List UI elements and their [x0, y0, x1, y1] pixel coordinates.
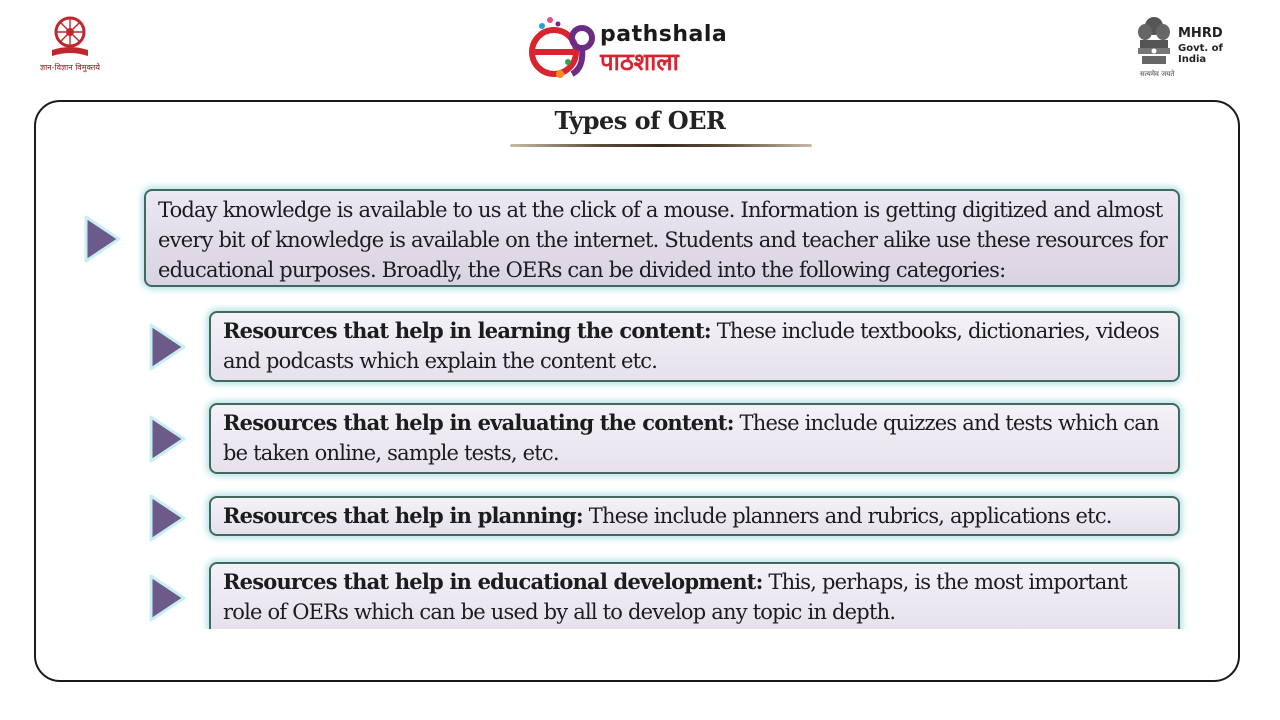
- brand-name-en: pathshala: [600, 22, 728, 47]
- category-lead: Resources that help in evaluating the content:: [223, 410, 734, 435]
- triangle-right-icon: [147, 493, 187, 543]
- ashoka-emblem-icon: [1134, 14, 1174, 70]
- emblem-caption: सत्यमेव जयते: [1140, 70, 1175, 78]
- brand-name-hi: पाठशाला: [600, 48, 679, 76]
- category-text: This, perhaps, is the most important role of OERs which can be used by all to develop any topic in depth.: [223, 570, 1127, 624]
- epathshala-logo: [524, 12, 748, 80]
- category-lead: Resources that help in educational development:: [223, 569, 763, 594]
- category-box-learning: [209, 311, 1180, 382]
- slide-title-wrap: [0, 106, 1280, 135]
- category-text: These include planners and rubrics, applications etc.: [582, 504, 1112, 528]
- intro-text: Today knowledge is available to us at the click of a mouse. Information is getting digitized and almost every bit of knowledge is available on the internet. Students and teacher alike use these resources for educational purposes. Broadly, the OERs can be divided into the following categories:: [158, 198, 1167, 282]
- category-lead: Resources that help in planning:: [223, 503, 583, 528]
- category-lead: Resources that help in learning the content:: [223, 318, 711, 343]
- triangle-right-icon: [147, 414, 187, 464]
- category-text: These include textbooks, dictionaries, videos and podcasts which explain the content etc.: [223, 319, 1159, 373]
- mhrd-title: MHRD: [1178, 26, 1223, 41]
- triangle-right-icon: [147, 322, 187, 372]
- ugc-chakra-icon: [48, 14, 92, 60]
- box-clip-mask: [200, 629, 1190, 643]
- triangle-right-icon: [147, 573, 187, 623]
- epathshala-e-icon: [524, 12, 604, 80]
- title-underline: [510, 144, 812, 147]
- intro-box: [144, 189, 1180, 287]
- category-box-planning: [209, 496, 1180, 536]
- triangle-right-icon: [82, 214, 122, 264]
- mhrd-logo: [1134, 14, 1254, 84]
- ugc-logo: [34, 14, 106, 80]
- category-box-development: [209, 562, 1180, 630]
- category-text: These include quizzes and tests which can be taken online, sample tests, etc.: [223, 411, 1159, 465]
- category-box-evaluating: [209, 403, 1180, 474]
- ugc-motto: ज्ञान-विज्ञान विमुक्तये: [39, 63, 101, 72]
- slide-title: Types of OER: [554, 106, 726, 135]
- govt-of-india: Govt. of India: [1178, 43, 1223, 65]
